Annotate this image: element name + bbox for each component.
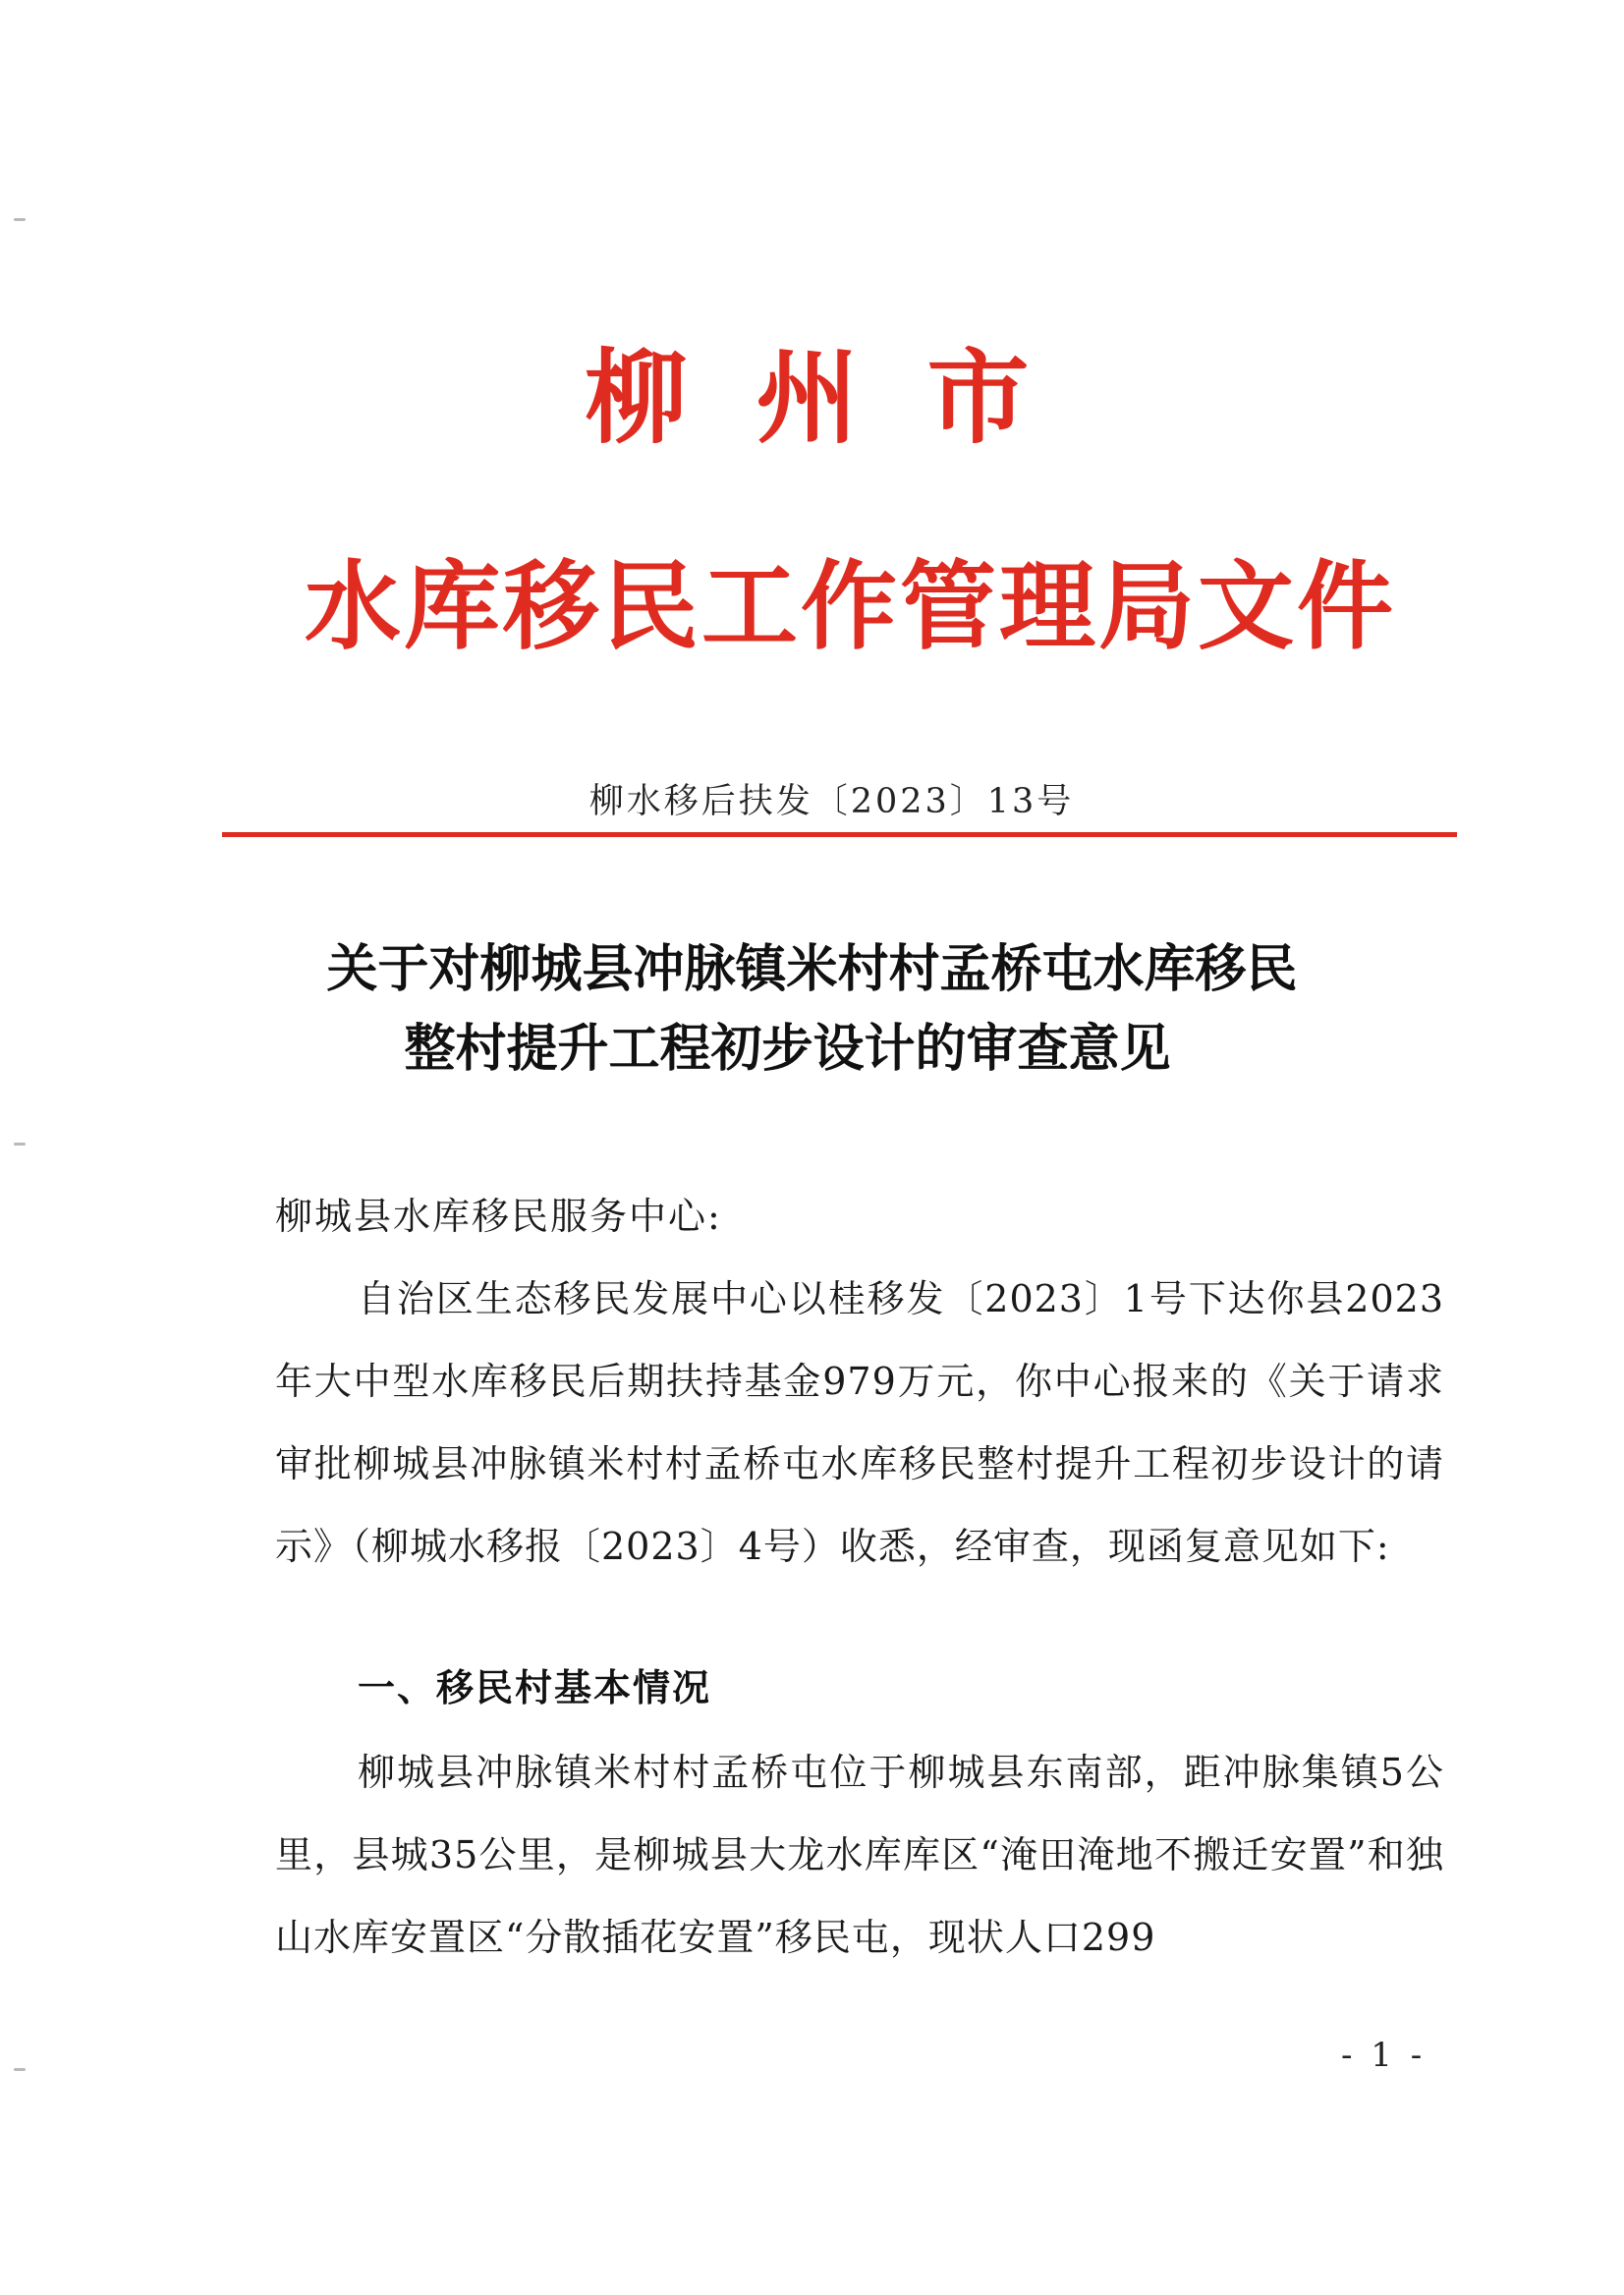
scan-mark <box>14 2068 26 2071</box>
document-number: 柳水移后扶发〔2023〕13号 <box>588 782 1075 821</box>
red-divider-line <box>222 832 1457 837</box>
document-title-line1: 关于对柳城县冲脉镇米村村孟桥屯水库移民 <box>326 940 1298 999</box>
document-title-line2: 整村提升工程初步设计的审查意见 <box>404 1020 1171 1079</box>
section-heading-1: 一、移民村基本情况 <box>358 1666 712 1709</box>
body-paragraph-1: 自治区生态移民发展中心以桂移发〔2023〕1号下达你县2023年大中型水库移民后期扶持基金979万元，你中心报来的《关于请求审批柳城县冲脉镇米村村孟桥屯水库移民整村提升工程初步设计的请示》（柳城水移报〔2023〕4号）收悉，经审查，现函复意见如下: <box>275 1277 1444 1568</box>
issuer-name-line2: 水库移民工作管理局文件 <box>305 551 1397 663</box>
scan-mark <box>14 1143 26 1146</box>
scan-mark <box>14 218 26 221</box>
addressee: 柳城县水库移民服务中心: <box>275 1195 722 1238</box>
page-number: - 1 - <box>1341 2036 1427 2075</box>
issuer-name-line1: 柳州市 <box>585 338 1098 458</box>
body-paragraph-2: 柳城县冲脉镇米村村孟桥屯位于柳城县东南部，距冲脉集镇5公里，县城35公里，是柳城县大龙水库库区“淹田淹地不搬迁安置”和独山水库安置区“分散插花安置”移民屯，现状人口299 <box>275 1751 1444 1959</box>
